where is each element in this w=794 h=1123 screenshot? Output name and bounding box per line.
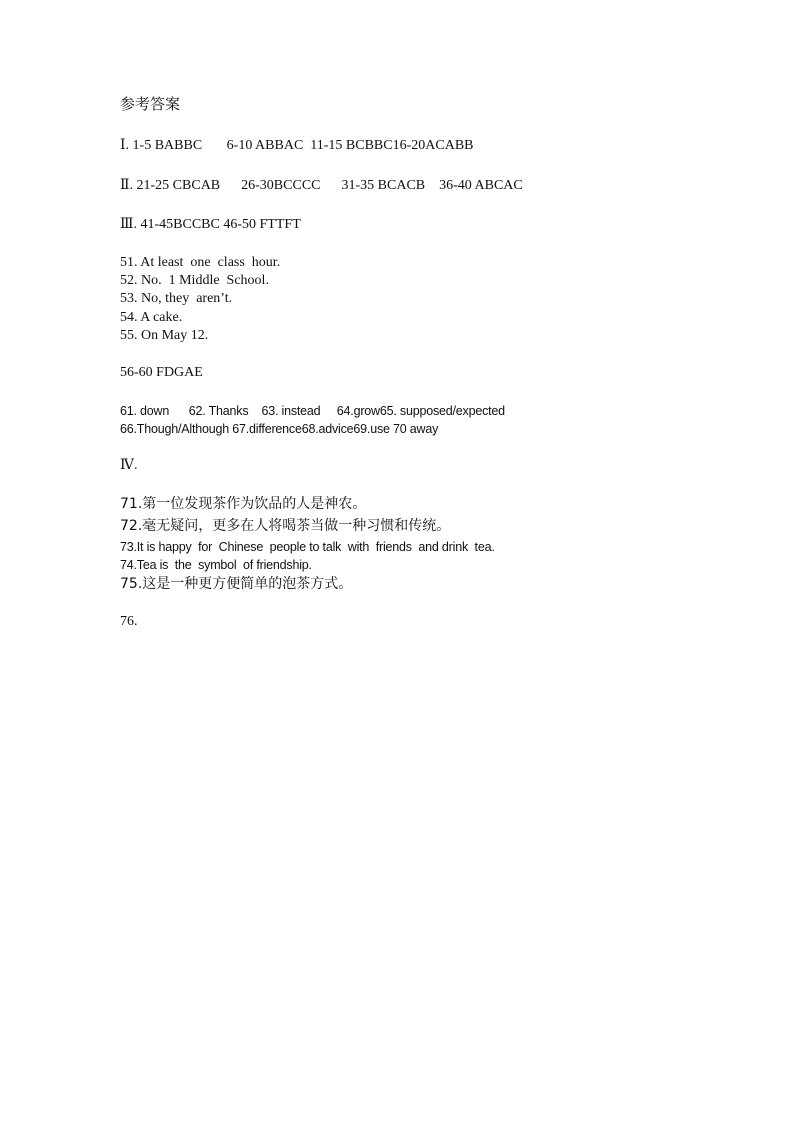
answer-51: 51. At least one class hour. <box>120 255 281 270</box>
answer-53: 53. No, they aren’t. <box>120 291 233 306</box>
section-2-answers: Ⅱ. 21-25 CBCAB 26-30BCCCC 31-35 BCACB 36-40 ABCAC <box>120 178 523 193</box>
answer-71: 71.第一位发现茶作为饮品的人是神农。 <box>120 496 367 512</box>
answers-61-65: 61. down 62. Thanks 63. instead 64.grow65. supposed/expected <box>120 404 505 418</box>
answer-55: 55. On May 12. <box>120 328 209 343</box>
answer-73: 73.It is happy for Chinese people to talk with friends and drink tea. <box>120 540 495 554</box>
section-1-answers: Ⅰ. 1-5 BABBC 6-10 ABBAC 11-15 BCBBC16-20ACABB <box>120 138 474 153</box>
answer-52: 52. No. 1 Middle School. <box>120 273 269 288</box>
page-title: 参考答案 <box>120 97 181 113</box>
answer-72: 72.毫无疑问，更多在人将喝茶当做一种习惯和传统。 <box>120 518 451 534</box>
answer-54: 54. A cake. <box>120 310 183 325</box>
section-4-heading: Ⅳ. <box>120 458 138 473</box>
answer-75: 75.这是一种更方便简单的泡茶方式。 <box>120 576 353 592</box>
answer-74: 74.Tea is the symbol of friendship. <box>120 558 312 572</box>
answers-56-60: 56-60 FDGAE <box>120 365 203 380</box>
answer-76: 76. <box>120 614 138 629</box>
section-3-answers: Ⅲ. 41-45BCCBC 46-50 FTTFT <box>120 217 301 232</box>
answers-66-70: 66.Though/Although 67.difference68.advice69.use 70 away <box>120 422 439 436</box>
